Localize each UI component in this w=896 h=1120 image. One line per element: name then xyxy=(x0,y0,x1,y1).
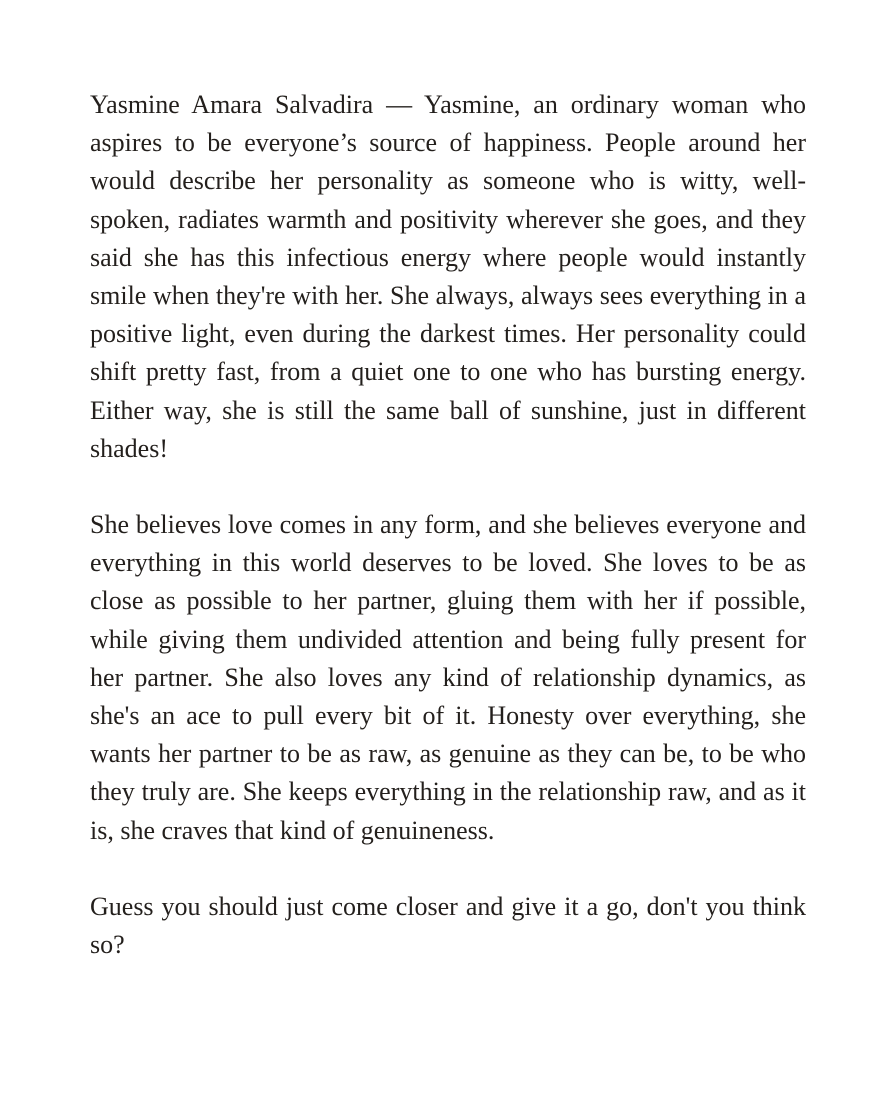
paragraph-intro: Yasmine Amara Salvadira — Yasmine, an ordinary woman who aspires to be everyone’s source of happiness. People around her would describe her personality as someone who is witty, well-spoken, radiates warmth and positivity wherever she goes, and they said she has this infectious energy where people would instantly smile when they're with her. She always, always sees everything in a positive light, even during the darkest times. Her personality could shift pretty fast, from a quiet one to one who has bursting energy. Either way, she is still the same ball of sunshine, just in different shades! xyxy=(90,90,806,463)
paragraph-love: She believes love comes in any form, and she believes everyone and everything in this world deserves to be loved. She loves to be as close as possible to her partner, gluing them with her if possible, while giving them undivided attention and being fully present for her partner. She also loves any kind of relationship dynamics, as she's an ace to pull every bit of it. Honesty over everything, she wants her partner to be as raw, as genuine as they can be, to be who they truly are. She keeps everything in the relationship raw, and as it is, she craves that kind of genuineness. xyxy=(90,510,806,845)
document-body xyxy=(90,86,806,964)
paragraph-closing: Guess you should just come closer and give it a go, don't you think so? xyxy=(90,891,806,960)
